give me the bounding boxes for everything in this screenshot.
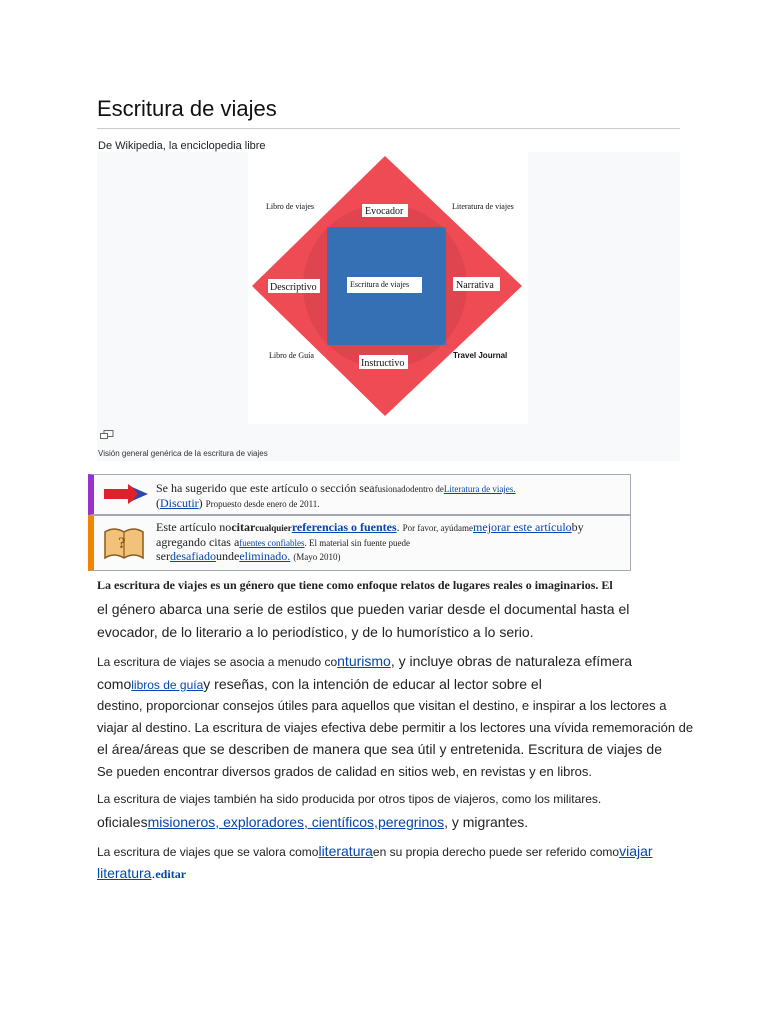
label-right: Narrativa [456, 280, 494, 291]
discuss-open-paren: ( [156, 496, 160, 510]
title-divider [97, 128, 680, 129]
p4-text-a: La escritura de viajes que se valora como [97, 845, 319, 859]
paragraph-2-line-1 [97, 650, 632, 674]
p4-period: . [151, 865, 156, 881]
citation-notice-any: cualquier [255, 523, 292, 533]
paragraph-2-line-6: Se pueden encontrar diversos grados de calidad en sitios web, en revistas y en libros. [97, 764, 593, 779]
p2-como: como [97, 676, 132, 692]
citation-notice-cite: citar [231, 520, 256, 534]
travel-writing-diagram[interactable] [248, 152, 528, 424]
page-subtitle: De Wikipedia, la enciclopedia libre [98, 140, 266, 152]
challenged-link[interactable]: desafiado [170, 549, 216, 563]
citation-notice-by: by [571, 520, 584, 534]
paragraph-3-line-2 [97, 811, 528, 834]
citation-notice-a: Este artículo no [156, 520, 232, 534]
guidebooks-link[interactable]: libros de guía [131, 678, 204, 692]
merge-arrow-icon [102, 483, 152, 505]
book-question-icon [102, 522, 146, 562]
paragraph-4-line-1 [97, 840, 653, 864]
p2-text-l2c: y reseñas, con la intención de educar al lector sobre el [203, 676, 542, 692]
citation-notice [88, 515, 631, 571]
label-left: Descriptivo [270, 282, 317, 293]
label-top-left: Libro de viajes [266, 202, 314, 211]
travel-literature-link[interactable]: literatura [97, 865, 152, 881]
tourism-link[interactable]: nturismo [337, 653, 391, 669]
scientists-link[interactable]: , científicos [304, 814, 375, 830]
paragraph-1-line-2: el género abarca una serie de estilos que pueden variar desde el documental hasta el [97, 601, 630, 617]
label-bottom-right: Travel Journal [453, 351, 508, 360]
citation-notice-a2: un [215, 549, 228, 563]
label-center: Escritura de viajes [350, 280, 410, 289]
merge-notice [88, 474, 631, 515]
label-bottom: Instructivo [361, 358, 405, 369]
figure-caption: Visión general genérica de la escritura de viajes [98, 449, 268, 458]
merge-notice-into: dentro de [410, 484, 444, 494]
citation-notice-material: . El material sin fuente puede [304, 538, 410, 548]
paragraph-2-line-4: viajar al destino. La escritura de viajes efectiva debe permitir a los lectores una vívida rememoración de [97, 720, 694, 735]
label-bottom-left: Libro de Guía [269, 351, 314, 360]
p3-officers: oficiales [97, 814, 148, 830]
citation-notice-please: Por favor, ayúdame [402, 523, 474, 533]
merge-notice-text: Se ha sugerido que este artículo o sección sea [156, 481, 375, 495]
citation-notice-date: (Mayo 2010) [293, 552, 341, 562]
p4-text-c: en su propia derecho puede ser referido como [372, 845, 620, 859]
citation-notice-be: ser [156, 549, 170, 563]
missionaries-link[interactable]: misioneros [147, 814, 216, 830]
p3-comma: , [374, 814, 378, 830]
paragraph-3-line-1: La escritura de viajes también ha sido producida por otros tipos de viajeros, como los militares. [97, 792, 602, 806]
label-top-right: Literatura de viajes [452, 202, 514, 211]
edit-link[interactable]: editar [155, 867, 187, 881]
svg-text:?: ? [118, 535, 126, 552]
paragraph-1-line-3: evocador, de lo literario a lo periodístico, y de lo humorístico a lo serio. [97, 624, 534, 640]
discuss-close-paren: ) [198, 496, 203, 510]
citation-notice-adding: agregando citas a [156, 535, 240, 549]
paragraph-1-line-1: La escritura de viajes es un género que tiene como enfoque relatos de lugares reales o imaginarios. El [97, 578, 613, 592]
literature-link[interactable]: literatura [318, 843, 373, 859]
p2-text-a: La escritura de viajes se asocia a menudo co [97, 655, 338, 669]
p2-text-c: , y incluye obras de naturaleza efímera [390, 653, 633, 669]
citation-notice-of: de [227, 549, 240, 563]
paragraph-2-line-5: el área/áreas que se describen de manera que sea útil y entretenida. Escritura de viajes de [97, 741, 663, 757]
paragraph-2-line-3: destino, proporcionar consejos útiles para aquellos que visitan el destino, e inspirar a los lectores a [97, 698, 667, 713]
page-title: Escritura de viajes [97, 96, 277, 121]
references-link[interactable]: referencias o fuentes [291, 520, 397, 534]
travel-link[interactable]: viajar [619, 843, 653, 859]
reliable-sources-link[interactable]: fuentes confiables [239, 538, 305, 548]
paragraph-4-line-2 [97, 862, 186, 886]
p3-migrants: , y migrantes. [444, 814, 529, 830]
label-top: Evocador [365, 206, 404, 217]
discuss-link[interactable]: Discutir [160, 496, 199, 510]
merge-notice-fused: fusionado [374, 484, 411, 494]
pilgrims-link[interactable]: peregrinos [377, 814, 445, 830]
merge-notice-date: Propuesto desde enero de 2011. [205, 499, 320, 509]
removed-link[interactable]: eliminado. [239, 549, 291, 563]
merge-target-link[interactable]: Literatura de viajes. [443, 484, 516, 494]
explorers-link[interactable]: , exploradores [215, 814, 305, 830]
enlarge-icon[interactable] [100, 430, 114, 440]
improve-article-link[interactable]: mejorar este artículo [473, 520, 572, 534]
citation-notice-period: . [396, 520, 400, 534]
